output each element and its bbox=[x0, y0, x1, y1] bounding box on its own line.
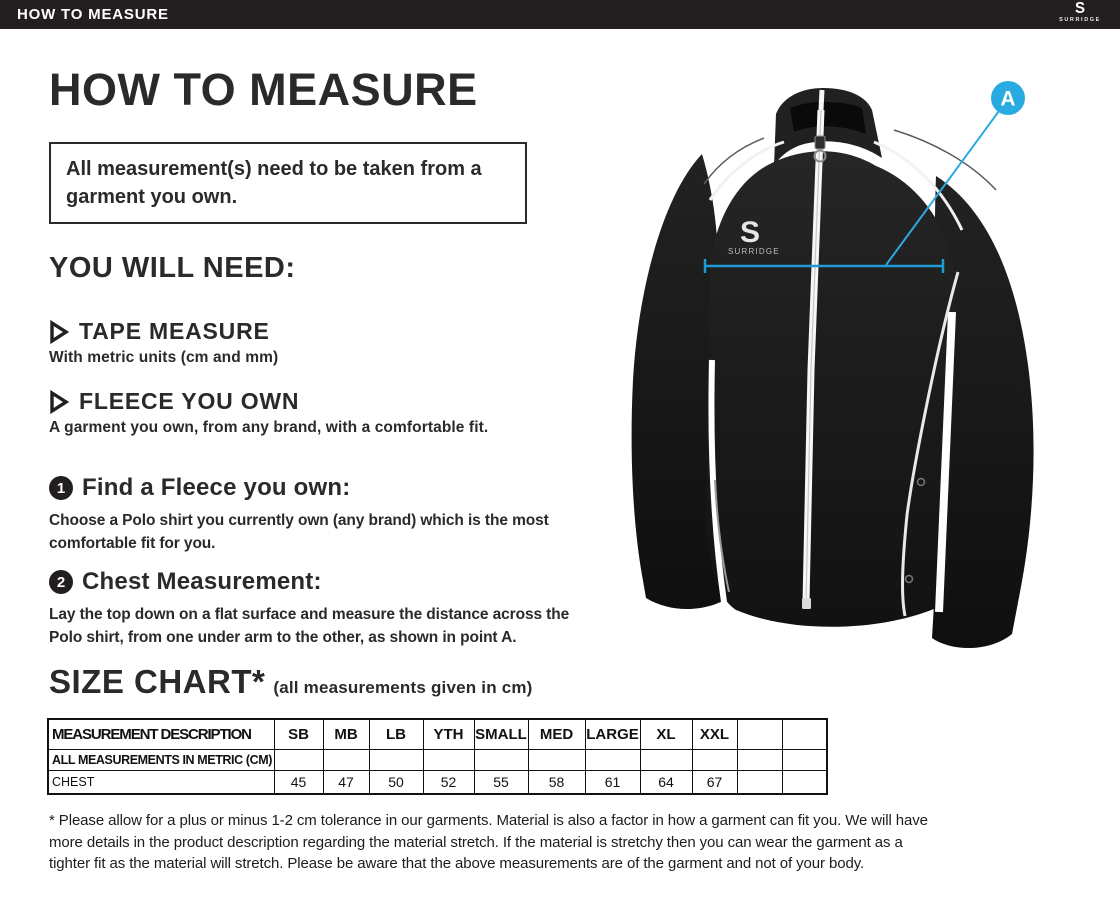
table-cell bbox=[782, 770, 827, 794]
you-will-need-heading: YOU WILL NEED: bbox=[49, 252, 296, 284]
surridge-s-icon: S bbox=[1074, 0, 1085, 18]
zip-slider bbox=[815, 136, 825, 149]
step-title: Chest Measurement: bbox=[82, 568, 322, 595]
zip-hem-end bbox=[802, 598, 811, 609]
size-chart-heading bbox=[49, 663, 533, 701]
need-item-title: TAPE MEASURE bbox=[79, 318, 270, 344]
step-desc: Lay the top down on a flat surface and measure the distance across the Polo shirt, from one under arm to the other, as shown in point A. bbox=[49, 606, 570, 646]
col-header: MEASUREMENT DESCRIPTION bbox=[48, 719, 274, 749]
table-cell bbox=[737, 770, 782, 794]
top-bar-title: HOW TO MEASURE bbox=[17, 6, 169, 23]
surridge-logo bbox=[1048, 1, 1112, 28]
col-header: MED bbox=[528, 719, 585, 749]
table-row-chest bbox=[48, 770, 827, 794]
col-header: LB bbox=[369, 719, 423, 749]
col-header: SMALL bbox=[474, 719, 528, 749]
need-item-tape-measure bbox=[49, 318, 278, 367]
top-bar bbox=[0, 0, 1120, 29]
step-number-badge: 2 bbox=[49, 570, 73, 594]
col-header: XL bbox=[640, 719, 692, 749]
triangle-bullet-icon bbox=[49, 390, 69, 414]
step-find-fleece bbox=[49, 474, 597, 555]
step-desc: Choose a Polo shirt you currently own (any brand) which is the most comfortable fit for you. bbox=[49, 512, 549, 552]
size-chart-title: SIZE CHART* bbox=[49, 663, 266, 700]
product-image-fleece-jacket bbox=[618, 50, 1120, 665]
step-number-badge: 1 bbox=[49, 476, 73, 500]
table-cell: 52 bbox=[423, 770, 474, 794]
table-cell: 45 bbox=[274, 770, 323, 794]
fleece-jacket-illustration bbox=[618, 50, 1120, 665]
table-header-row bbox=[48, 719, 827, 749]
table-cell: 64 bbox=[640, 770, 692, 794]
triangle-bullet-icon bbox=[49, 320, 69, 344]
table-cell: 47 bbox=[323, 770, 369, 794]
table-cell: 58 bbox=[528, 770, 585, 794]
table-cell bbox=[737, 749, 782, 770]
col-header bbox=[737, 719, 782, 749]
table-cell: CHEST bbox=[48, 770, 274, 794]
tolerance-disclaimer: * Please allow for a plus or minus 1-2 cm tolerance in our garments. Material is also a factor in how a garment can fit you. We will have more details in the product description regarding the material stretch. If the material is stretchy then you can wear the garment as a tighter fit as the material will stretch. Please be aware that the above measurements are of the garment and not of your body. bbox=[49, 812, 928, 872]
col-header: LARGE bbox=[585, 719, 640, 749]
need-item-desc: A garment you own, from any brand, with a comfortable fit. bbox=[49, 419, 489, 436]
size-chart-table bbox=[47, 718, 828, 795]
col-header bbox=[782, 719, 827, 749]
table-cell bbox=[692, 749, 737, 770]
surridge-logo-text: SURRIDGE bbox=[1059, 16, 1101, 23]
table-cell bbox=[640, 749, 692, 770]
table-cell: 67 bbox=[692, 770, 737, 794]
need-item-fleece bbox=[49, 388, 488, 437]
table-cell: 61 bbox=[585, 770, 640, 794]
chest-logo-s-icon: S bbox=[740, 216, 761, 249]
need-item-title: FLEECE YOU OWN bbox=[79, 388, 300, 414]
annotation-marker-label: A bbox=[1000, 87, 1016, 111]
table-cell bbox=[474, 749, 528, 770]
col-header: MB bbox=[323, 719, 369, 749]
table-cell: 55 bbox=[474, 770, 528, 794]
table-cell bbox=[423, 749, 474, 770]
page-title: HOW TO MEASURE bbox=[49, 64, 478, 115]
table-cell bbox=[369, 749, 423, 770]
table-cell: ALL MEASUREMENTS IN METRIC (CM) bbox=[48, 749, 274, 770]
chest-logo-text: SURRIDGE bbox=[728, 247, 780, 256]
step-title: Find a Fleece you own: bbox=[82, 474, 351, 501]
step-chest-measurement bbox=[49, 568, 597, 649]
table-cell bbox=[323, 749, 369, 770]
table-row-metric-note bbox=[48, 749, 827, 770]
collar-zip bbox=[821, 90, 822, 110]
right-shoulder-stitch bbox=[894, 130, 996, 190]
measurement-notice-box: All measurement(s) need to be taken from a garment you own. bbox=[49, 142, 527, 224]
col-header: SB bbox=[274, 719, 323, 749]
table-cell: 50 bbox=[369, 770, 423, 794]
col-header: YTH bbox=[423, 719, 474, 749]
table-cell bbox=[782, 749, 827, 770]
need-item-desc: With metric units (cm and mm) bbox=[49, 349, 279, 366]
table-cell bbox=[528, 749, 585, 770]
size-chart-subtitle: (all measurements given in cm) bbox=[273, 678, 533, 697]
col-header: XXL bbox=[692, 719, 737, 749]
table-cell bbox=[274, 749, 323, 770]
table-cell bbox=[585, 749, 640, 770]
